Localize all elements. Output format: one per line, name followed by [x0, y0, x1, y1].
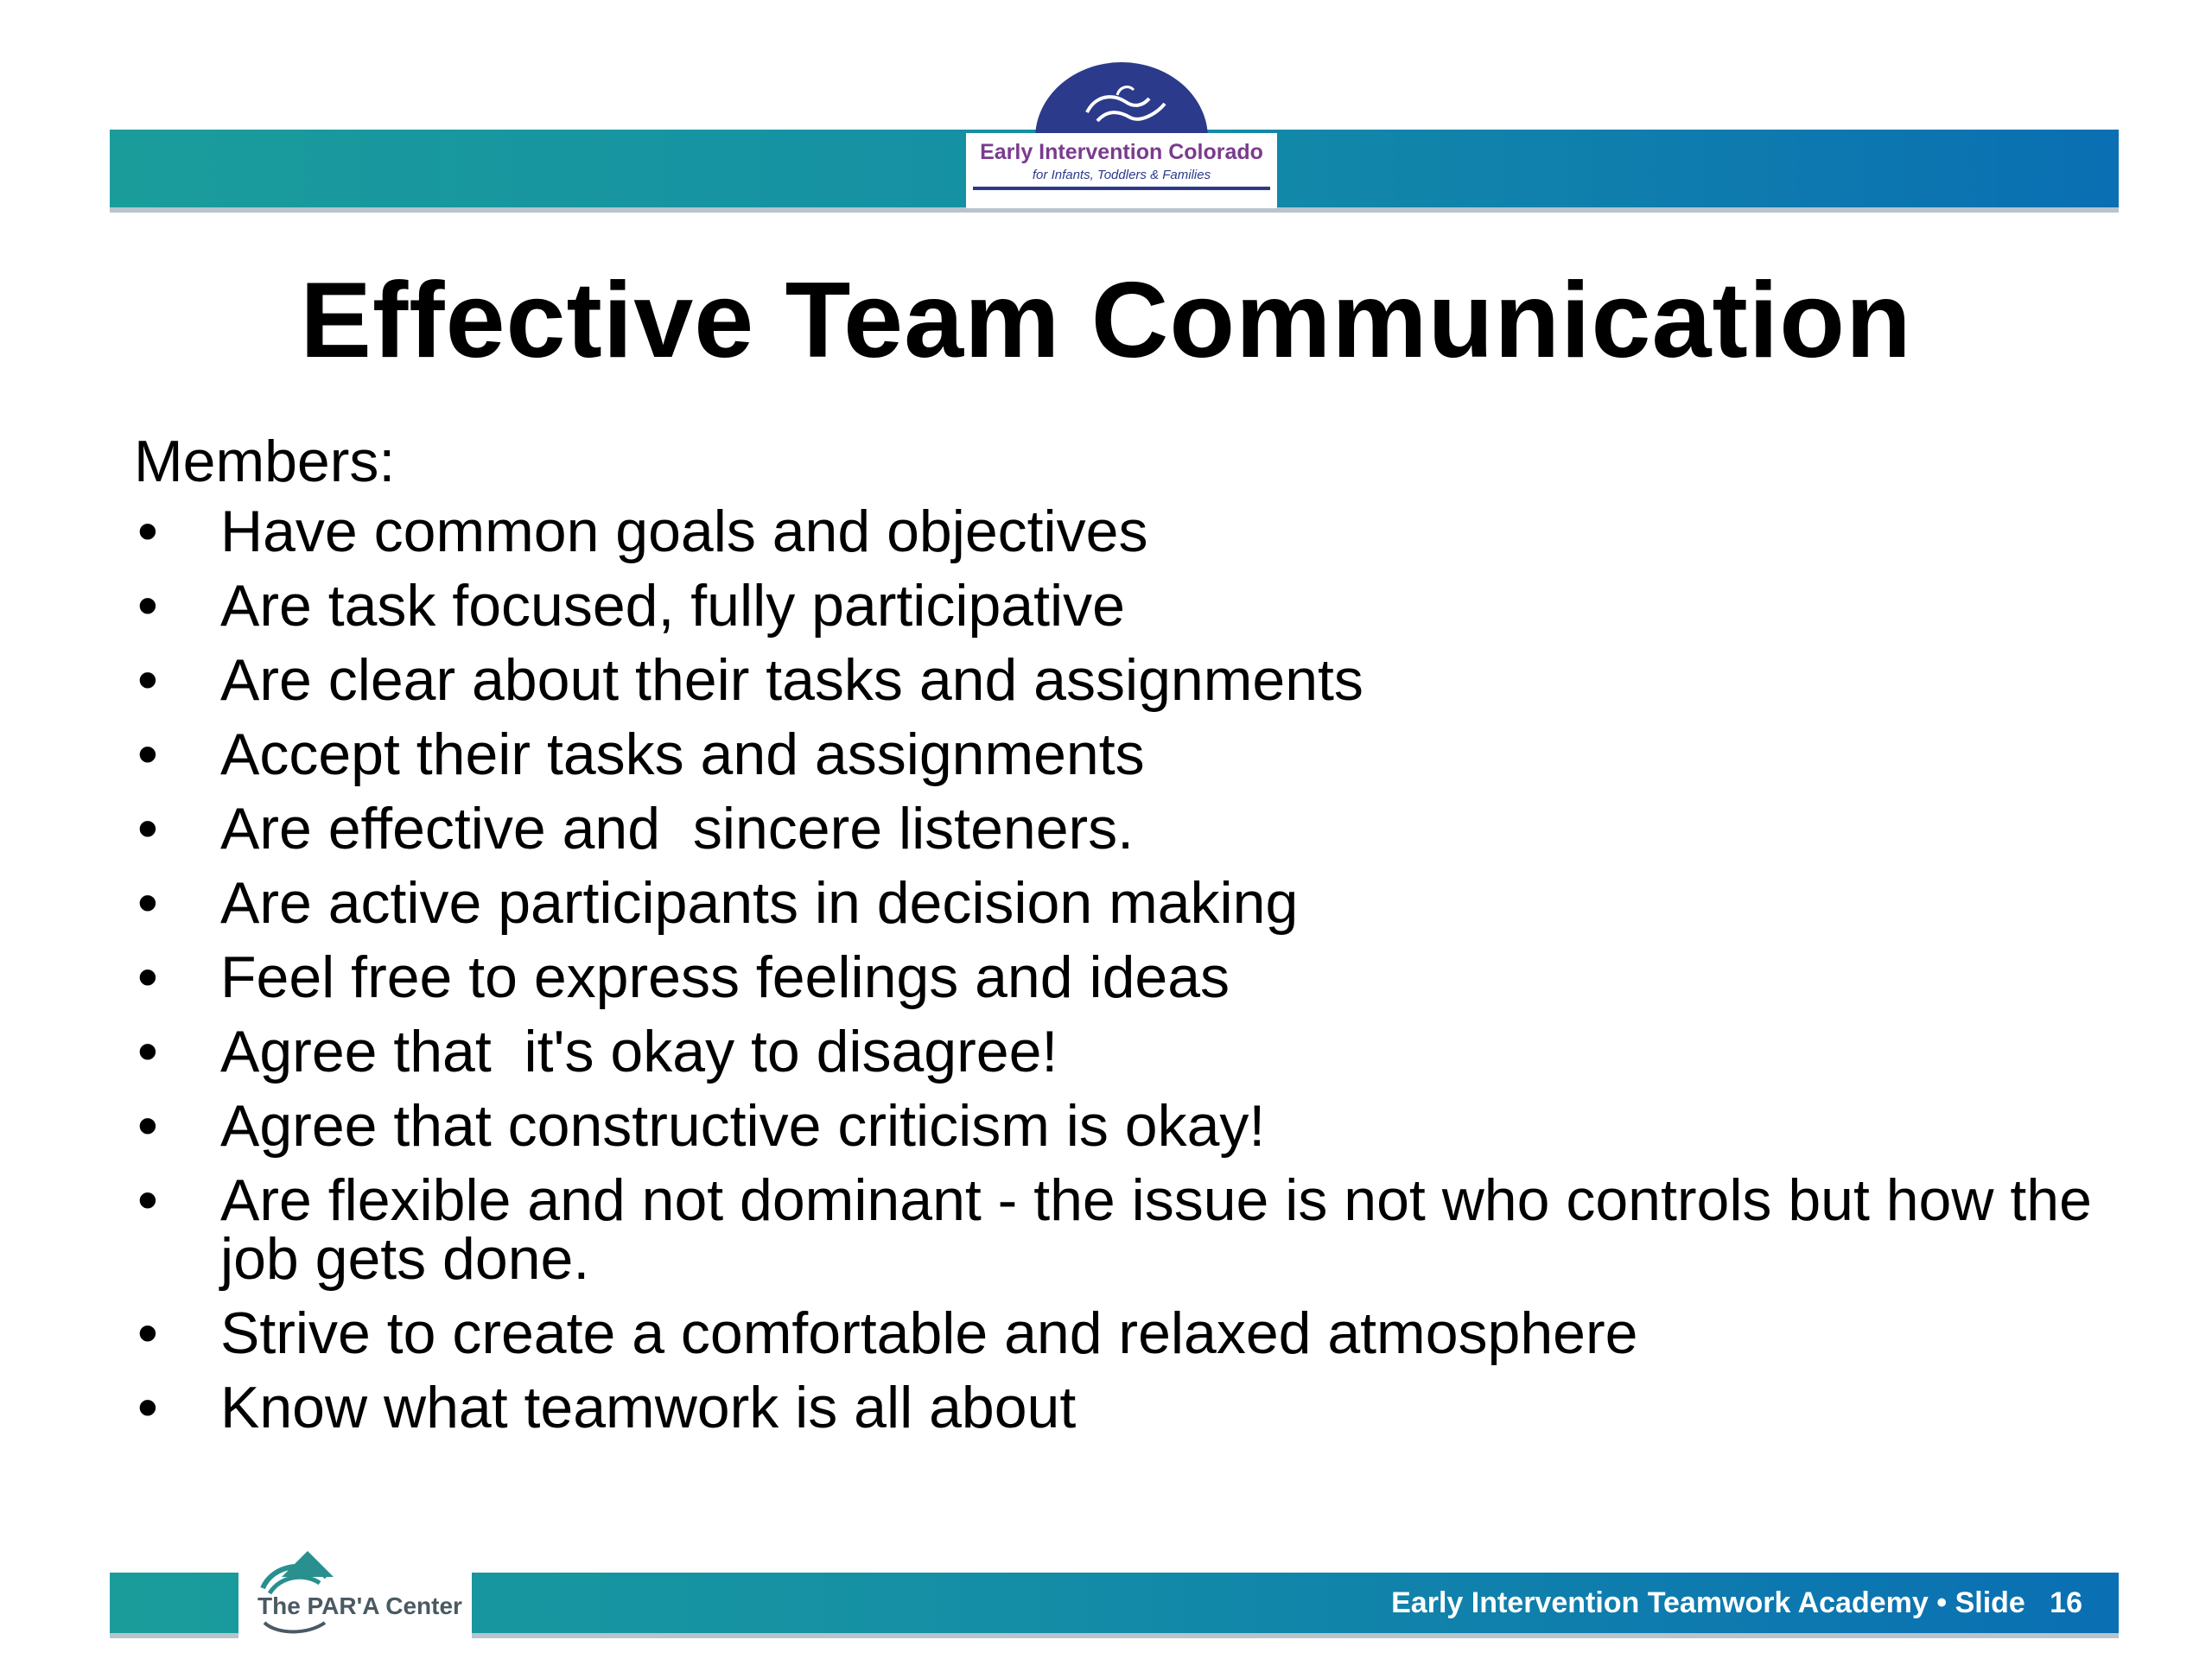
- hands-logo-icon: [1035, 60, 1208, 138]
- footer-slide-label: Early Intervention Teamwork Academy • Slide 16: [1391, 1586, 2082, 1619]
- logo-underline: [973, 187, 1270, 190]
- logo-tagline: for Infants, Toddlers & Families: [1032, 168, 1211, 182]
- bullet-glyph: •: [137, 573, 158, 639]
- bullet-item: [134, 1019, 2121, 1084]
- bullet-item: [134, 647, 2121, 713]
- bullet-list: [134, 499, 2121, 1452]
- bullet-text: Agree that it's okay to disagree!: [220, 1019, 1058, 1084]
- bullet-glyph: •: [137, 721, 158, 787]
- bullet-glyph: •: [137, 944, 158, 1010]
- bullet-glyph: •: [137, 647, 158, 713]
- bullet-text: Are effective and sincere listeners.: [220, 796, 1135, 861]
- slide-title: Effective Team Communication: [300, 261, 1912, 380]
- bullet-item: [134, 1093, 2121, 1159]
- bullet-item: [134, 721, 2121, 787]
- bullet-item: [134, 870, 2121, 936]
- bullet-text: Strive to create a comfortable and relaxed atmosphere: [220, 1300, 1638, 1366]
- bullet-glyph: •: [137, 1093, 158, 1159]
- bullet-text: Are task focused, fully participative: [220, 573, 1125, 639]
- bullet-text: Agree that constructive criticism is okay!: [220, 1093, 1266, 1159]
- bullet-text: Have common goals and objectives: [220, 499, 1148, 564]
- bullet-item: [134, 573, 2121, 639]
- para-center-name: The PAR'A Center: [257, 1592, 462, 1619]
- bullet-glyph: •: [137, 1375, 158, 1440]
- para-center-mountain-icon: [247, 1538, 351, 1642]
- intro-label: Members:: [134, 429, 396, 494]
- bullet-text: Know what teamwork is all about: [220, 1375, 1077, 1440]
- early-intervention-colorado-logo: [966, 60, 1277, 204]
- bullet-text: Accept their tasks and assignments: [220, 721, 1145, 787]
- bullet-glyph: •: [137, 796, 158, 861]
- bullet-item: [134, 1300, 2121, 1366]
- bullet-glyph: •: [137, 870, 158, 936]
- bullet-item: [134, 796, 2121, 861]
- logo-org-name: Early Intervention Colorado: [980, 140, 1263, 164]
- bullet-item: [134, 499, 2121, 564]
- bullet-glyph: •: [137, 499, 158, 564]
- bullet-text: Are clear about their tasks and assignments: [220, 647, 1363, 713]
- bullet-glyph: •: [137, 1300, 158, 1366]
- bullet-text: Are active participants in decision making: [220, 870, 1299, 936]
- para-center-logo: [238, 1538, 472, 1642]
- bullet-item: [134, 1375, 2121, 1440]
- bullet-text: Feel free to express feelings and ideas: [220, 944, 1230, 1010]
- bullet-text: Are flexible and not dominant - the issue is not who controls but how the job gets done.: [220, 1167, 2108, 1292]
- bullet-glyph: •: [137, 1019, 158, 1084]
- bullet-item: [134, 1167, 2121, 1292]
- bullet-glyph: •: [137, 1167, 158, 1233]
- bullet-item: [134, 944, 2121, 1010]
